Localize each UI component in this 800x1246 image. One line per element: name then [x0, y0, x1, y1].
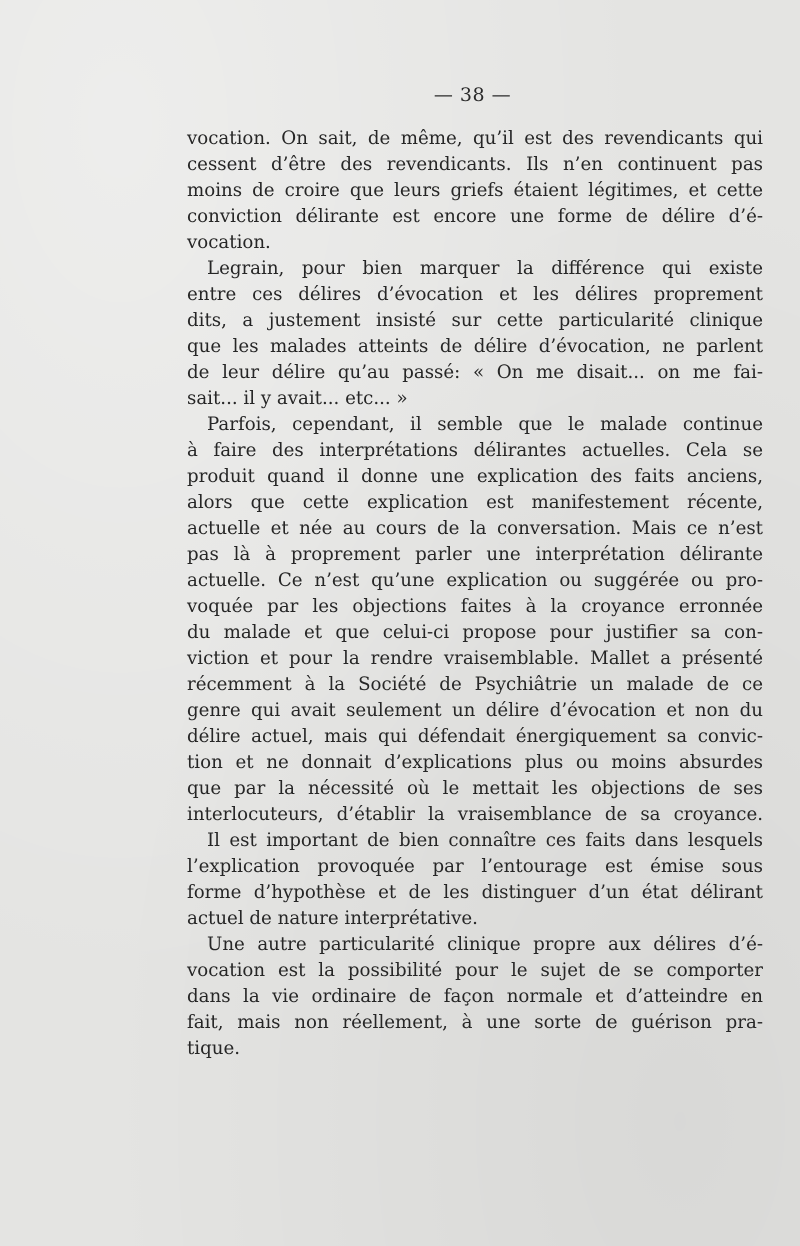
text-line: alors que cette explication est manifestement récente, [187, 492, 763, 513]
text-line: fait, mais non réellement, à une sorte de guérison pra- [187, 1012, 763, 1033]
text-line: interlocuteurs, d’établir la vraisemblance de sa croyance. [187, 804, 763, 825]
text-line: vocation est la possibilité pour le sujet de se comporter [187, 960, 763, 981]
text-line: Une autre particularité clinique propre aux délires d’é- [207, 934, 763, 955]
text-line: Parfois, cependant, il semble que le malade continue [207, 414, 763, 435]
text-line: genre qui avait seulement un délire d’évocation et non du [187, 700, 763, 721]
text-line: que les malades atteints de délire d’évocation, ne parlent [187, 336, 763, 357]
text-line: vocation. On sait, de même, qu’il est des revendicants qui [187, 128, 763, 149]
text-line: délire actuel, mais qui défendait énergiquement sa convic- [187, 726, 763, 747]
text-line: sait... il y avait... etc... » [187, 388, 408, 409]
text-line: tique. [187, 1038, 241, 1059]
text-line: voquée par les objections faites à la croyance erronnée [187, 596, 763, 617]
text-line: que par la nécessité où le mettait les objections de ses [187, 778, 763, 799]
text-line: actuelle. Ce n’est qu’une explication ou suggérée ou pro- [187, 570, 763, 591]
page-number: — 38 — [433, 84, 512, 106]
text-line: vocation. [187, 232, 271, 253]
text-line: produit quand il donne une explication des faits anciens, [187, 466, 763, 487]
text-line: moins de croire que leurs griefs étaient légitimes, et cette [187, 180, 763, 201]
text-line: conviction délirante est encore une forme de délire d’é- [187, 206, 763, 227]
text-line: entre ces délires d’évocation et les délires proprement [187, 284, 763, 305]
text-line: Legrain, pour bien marquer la différence qui existe [207, 258, 763, 279]
text-line: viction et pour la rendre vraisemblable. Mallet a présenté [187, 648, 763, 669]
text-line: dans la vie ordinaire de façon normale et d’atteindre en [187, 986, 763, 1007]
text-line: dits, a justement insisté sur cette particularité clinique [187, 310, 763, 331]
text-line: l’explication provoquée par l’entourage est émise sous [187, 856, 763, 877]
text-line: de leur délire qu’au passé: « On me disait... on me fai- [187, 362, 763, 383]
text-line: cessent d’être des revendicants. Ils n’en continuent pas [187, 154, 763, 175]
text-line: à faire des interprétations délirantes actuelles. Cela se [187, 440, 763, 461]
text-line: forme d’hypothèse et de les distinguer d’un état délirant [187, 882, 763, 903]
text-line: du malade et que celui-ci propose pour justifier sa con- [187, 622, 763, 643]
body-text [187, 126, 763, 1062]
text-line: Il est important de bien connaître ces faits dans lesquels [207, 830, 763, 851]
text-line: actuel de nature interprétative. [187, 908, 478, 929]
text-line: tion et ne donnait d’explications plus ou moins absurdes [187, 752, 763, 773]
text-line: récemment à la Société de Psychiâtrie un malade de ce [187, 674, 763, 695]
text-line: actuelle et née au cours de la conversation. Mais ce n’est [187, 518, 763, 539]
text-line: pas là à proprement parler une interprétation délirante [187, 544, 763, 565]
